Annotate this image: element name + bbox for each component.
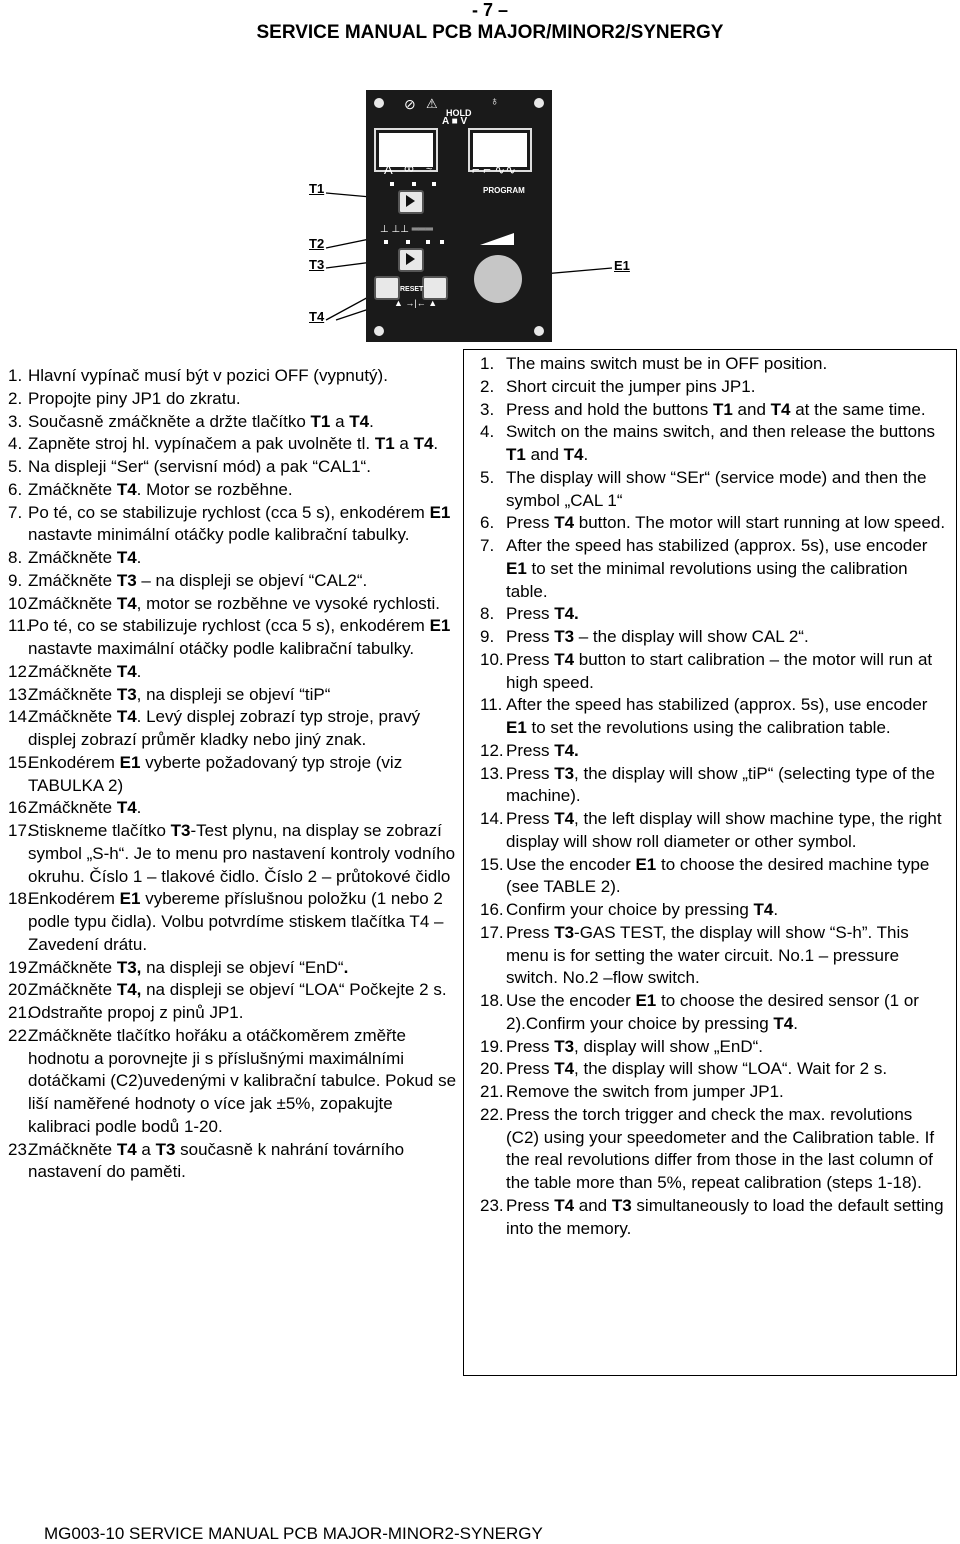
list-item <box>8 888 458 956</box>
e1-encoder-knob[interactable] <box>474 255 522 303</box>
item-number: 18. <box>8 889 32 909</box>
item-text: Po té, co se stabilizuje rychlost (cca 5 s), enkodérem E1 nastavte maximální otáčky podle kalibrační tabulky. <box>28 616 451 658</box>
item-number: 15. <box>480 854 504 874</box>
item-text: Press T3, the display will show „tiP“ (selecting type of the machine). <box>506 763 935 806</box>
list-item <box>480 1195 950 1241</box>
list-item <box>8 1139 458 1185</box>
t4-right-button[interactable] <box>422 276 448 300</box>
list-item <box>480 899 950 922</box>
item-number: 14. <box>8 707 32 727</box>
hold-label: HOLD <box>446 108 472 118</box>
item-number: 20. <box>8 980 32 1000</box>
list-item <box>8 979 458 1002</box>
list-item <box>480 399 950 422</box>
item-text: The mains switch must be in OFF position. <box>506 354 828 373</box>
control-panel-diagram <box>366 90 552 342</box>
callout-t3: T3 <box>309 257 325 272</box>
item-text: Press T3-GAS TEST, the display will show “S-h”. This menu is for setting the water circuit. No.1 – pressure switch. No.2 –flow switch. <box>506 922 909 988</box>
item-number: 6. <box>480 513 495 533</box>
item-text: Zmáčkněte T4. <box>28 661 142 681</box>
item-number: 12. <box>8 661 32 681</box>
av-label: A ■ V <box>442 116 468 127</box>
led-icon <box>384 240 388 244</box>
list-item <box>480 854 950 900</box>
item-number: 7. <box>8 502 23 522</box>
screw-icon <box>534 98 544 108</box>
list-item <box>8 684 458 707</box>
item-text: Odstraňte propoj z pinů JP1. <box>28 1003 244 1022</box>
list-item <box>480 376 950 399</box>
item-text: Press T4 and T3 simultaneously to load the default setting into the memory. <box>506 1195 944 1238</box>
item-text: Press T4 button to start calibration – the motor will run at high speed. <box>506 649 933 692</box>
item-text: Stiskneme tlačítko T3-Test plynu, na display se zobrazí symbol „S-h“. Je to menu pro nastavení kontroly vodního okruhu. Číslo 1 – tlakové čidlo. Číslo 2 – průtokové čidlo <box>28 821 456 886</box>
item-text: Zmáčkněte T3, na displeji se objeví “EnD“. <box>28 957 349 977</box>
page-number: - 7 – <box>471 0 509 20</box>
item-text: Use the encoder E1 to choose the desired machine type (see TABLE 2). <box>506 854 930 897</box>
program-label: PROGRAM <box>483 186 525 195</box>
item-text: Press T3 – the display will show CAL 2“. <box>506 627 809 646</box>
item-number: 12. <box>480 740 504 760</box>
item-text: Press T4, the left display will show machine type, the right display will show roll diameter or other symbol. <box>506 809 942 851</box>
item-text: Na displeji “Ser“ (servisní mód) a pak “CAL1“. <box>28 457 371 476</box>
list-item <box>480 649 950 695</box>
list-item <box>8 365 458 388</box>
item-text: Press T4. <box>506 604 579 624</box>
callout-t2: T2 <box>309 236 325 251</box>
item-number: 9. <box>480 627 495 646</box>
item-number: 2. <box>8 388 23 408</box>
item-text: Enkodérem E1 vybereme příslušnou položku (1 nebo 2 podle typu čidla). Volbu potvrdíme stiskem tlačítka T4 – Zavedení drátu. <box>28 889 444 954</box>
list-item <box>480 353 950 376</box>
item-number: 16. <box>480 900 504 919</box>
item-number: 1. <box>8 366 23 385</box>
list-item <box>8 456 458 479</box>
water-icon: ♁ <box>490 94 499 108</box>
item-text: Zmáčkněte T4. <box>28 798 142 818</box>
list-item <box>480 467 950 513</box>
list-item <box>8 661 458 684</box>
item-text: Propojte piny JP1 do zkratu. <box>28 388 241 408</box>
no-gas-icon: ⊘ <box>404 96 416 112</box>
item-number: 2. <box>480 376 495 396</box>
thermal-icon: ⚠ <box>426 96 438 111</box>
wire-feed-icon: ▲ →|← ▲ <box>394 298 438 308</box>
item-text: Zmáčkněte tlačítko hořáku a otáčkoměrem změřte hodnotu a porovnejte ji s příslušnými maximálními dotáčkami (C2)uvedenými v kalibrační tabulce. Pokud se liší naměřené hodnoty o více jak ±5%, zopakujte kalibraci podle bodů 1-20. <box>28 1025 457 1136</box>
list-item <box>8 411 458 434</box>
list-item <box>8 615 458 661</box>
item-text: After the speed has stabilized (approx. 5s), use encoder E1 to set the minimal revolutions using the calibration table. <box>506 536 928 601</box>
list-item <box>8 433 458 456</box>
list-item <box>8 570 458 593</box>
list-item <box>480 512 950 535</box>
list-item <box>8 479 458 502</box>
list-item <box>480 626 950 649</box>
item-number: 21. <box>480 1082 504 1101</box>
item-text: Hlavní vypínač musí být v pozici OFF (vypnutý). <box>28 366 388 385</box>
callout-e1: E1 <box>614 258 630 273</box>
item-number: 10. <box>480 649 504 669</box>
list-item <box>480 1104 950 1195</box>
list-item <box>8 797 458 820</box>
item-number: 13. <box>8 684 32 704</box>
list-item <box>480 1036 950 1059</box>
item-number: 3. <box>480 399 495 419</box>
list-item <box>8 820 458 888</box>
item-text: After the speed has stabilized (approx. 5s), use encoder E1 to set the revolutions using the calibration table. <box>506 695 928 737</box>
manual-title: SERVICE MANUAL PCB MAJOR/MINOR2/SYNERGY <box>256 22 724 43</box>
item-number: 8. <box>480 604 495 624</box>
english-instructions <box>480 353 950 1240</box>
footer: MG003-10 SERVICE MANUAL PCB MAJOR-MINOR2-SYNERGY <box>44 1524 543 1543</box>
item-text: Zmáčkněte T4, motor se rozběhne ve vysoké rychlosti. <box>28 593 440 613</box>
list-item <box>8 593 458 616</box>
item-text: Zmáčkněte T3, na displeji se objeví “tiP“ <box>28 684 331 704</box>
item-text: Switch on the mains switch, and then release the buttons T1 and T4. <box>506 422 936 464</box>
item-text: Zmáčkněte T4. Motor se rozběhne. <box>28 479 293 499</box>
item-number: 20. <box>480 1059 504 1079</box>
item-number: 4. <box>480 422 495 442</box>
wave-icon: ≈ <box>426 162 433 174</box>
list-item <box>480 990 950 1036</box>
list-item <box>480 740 950 763</box>
list-item <box>480 808 950 854</box>
list-item <box>480 694 950 740</box>
ampere-symbol: A <box>384 162 393 177</box>
item-text: Press T4, the display will show “LOA“. Wait for 2 s. <box>506 1059 888 1079</box>
item-text: Press T4. <box>506 740 579 760</box>
item-number: 22. <box>8 1025 32 1045</box>
item-number: 16. <box>8 798 32 818</box>
list-item <box>480 922 950 990</box>
item-text: Zmáčkněte T3 – na displeji se objeví “CAL2“. <box>28 570 368 590</box>
mode-symbols-icon: ⊥ ⊥⊥ ═══ <box>380 224 433 235</box>
item-number: 19. <box>480 1036 504 1056</box>
callout-t4: T4 <box>309 309 325 324</box>
callout-t1: T1 <box>309 181 325 196</box>
item-number: 7. <box>480 536 495 555</box>
led-icon <box>390 182 394 186</box>
reset-label: RESET <box>400 286 424 293</box>
item-number: 11. <box>8 616 31 636</box>
item-number: 5. <box>480 467 495 487</box>
speed-wedge-icon <box>480 233 514 245</box>
list-item <box>8 388 458 411</box>
item-number: 4. <box>8 434 23 454</box>
list-item <box>8 706 458 752</box>
item-text: The display will show “SEr“ (service mode) and then the symbol „CAL 1“ <box>506 467 927 510</box>
item-number: 15. <box>8 752 32 772</box>
led-icon <box>406 240 410 244</box>
item-number: 23. <box>480 1195 504 1215</box>
list-item <box>480 421 950 467</box>
list-item <box>480 1081 950 1104</box>
item-number: 10. <box>8 593 32 613</box>
czech-instructions <box>8 365 458 1184</box>
list-item <box>480 763 950 809</box>
item-text: Zmáčkněte T4. Levý displej zobrazí typ stroje, pravý displej zobrazí průměr kladky nebo jiný znak. <box>28 707 421 749</box>
t4-left-button[interactable] <box>374 276 400 300</box>
item-text: Po té, co se stabilizuje rychlost (cca 5 s), enkodérem E1 nastavte minimální otáčky podle kalibrační tabulky. <box>28 502 451 545</box>
item-text: Short circuit the jumper pins JP1. <box>506 376 756 396</box>
item-number: 11. <box>480 695 503 715</box>
item-number: 5. <box>8 457 23 476</box>
item-number: 9. <box>8 570 23 590</box>
led-icon <box>440 240 444 244</box>
item-text: Zmáčkněte T4, na displeji se objeví “LOA“ Počkejte 2 s. <box>28 980 447 1000</box>
item-text: Zmáčkněte T4 a T3 současně k nahrání továrního nastavení do paměti. <box>28 1139 405 1182</box>
item-text: Press T4 button. The motor will start running at low speed. <box>506 513 946 533</box>
item-number: 13. <box>480 763 504 783</box>
list-item <box>8 752 458 798</box>
led-icon <box>432 182 436 186</box>
list-item <box>8 547 458 570</box>
item-number: 22. <box>480 1104 504 1124</box>
list-item <box>8 502 458 548</box>
item-number: 17. <box>480 922 504 942</box>
item-text: Současně zmáčkněte a držte tlačítko T1 a T4. <box>28 411 374 431</box>
item-text: Zapněte stroj hl. vypínačem a pak uvolněte tl. T1 a T4. <box>28 434 439 454</box>
item-text: Press the torch trigger and check the max. revolutions (C2) using your speedometer and the Calibration table. If the real revolutions differ from those in the last column of the table more than 5%, repeat calibration (steps 1-18). <box>506 1104 935 1192</box>
t3-button[interactable] <box>398 248 424 272</box>
item-number: 8. <box>8 548 23 567</box>
item-text: Use the encoder E1 to choose the desired sensor (1 or 2).Confirm your choice by pressing T4. <box>506 991 919 1033</box>
screw-icon <box>374 326 384 336</box>
item-text: Press T3, display will show „EnD“. <box>506 1036 763 1056</box>
item-number: 3. <box>8 411 23 431</box>
led-icon <box>412 182 416 186</box>
list-item <box>8 1025 458 1139</box>
item-number: 14. <box>480 809 504 828</box>
item-text: Enkodérem E1 vyberte požadovaný typ stroje (viz TABULKA 2) <box>28 752 403 795</box>
item-number: 1. <box>480 354 495 373</box>
list-item <box>480 603 950 626</box>
screw-icon <box>374 98 384 108</box>
item-number: 17. <box>8 821 32 840</box>
item-text: Press and hold the buttons T1 and T4 at the same time. <box>506 399 926 419</box>
item-text: Confirm your choice by pressing T4. <box>506 900 779 919</box>
program-symbols-icon: ⌐ ⌐ ∿∿ <box>472 162 517 177</box>
led-icon <box>426 240 430 244</box>
english-instructions-box <box>463 349 957 1376</box>
item-number: 18. <box>480 991 504 1010</box>
item-number: 23. <box>8 1139 32 1159</box>
item-text: Remove the switch from jumper JP1. <box>506 1082 784 1101</box>
item-number: 21. <box>8 1003 32 1022</box>
item-number: 6. <box>8 479 23 499</box>
screw-icon <box>534 326 544 336</box>
list-item <box>480 1058 950 1081</box>
item-text: Zmáčkněte T4. <box>28 548 142 567</box>
item-number: 19. <box>8 957 32 977</box>
list-item <box>8 1002 458 1025</box>
list-item <box>8 957 458 980</box>
spot-icon: ∞ <box>404 160 414 176</box>
t1-button[interactable] <box>398 190 424 214</box>
list-item <box>480 535 950 603</box>
